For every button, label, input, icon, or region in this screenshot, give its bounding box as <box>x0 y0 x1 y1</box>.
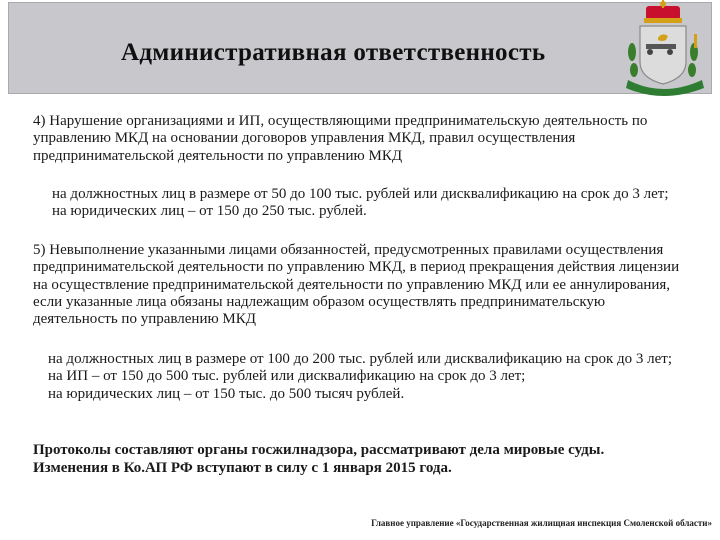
footer-organization: Главное управление «Государственная жилищная инспекция Смоленской области» <box>371 518 712 528</box>
conclusion-line: Изменения в Ко.АП РФ вступают в силу с 1 января 2015 года. <box>33 460 452 476</box>
item-4-line: управлению МКД на основании договоров управления МКД, правил осуществления <box>33 130 576 147</box>
penalty-4-text <box>52 186 669 221</box>
item-5-text <box>33 242 679 328</box>
penalty-5-line: на должностных лиц в размере от 100 до 200 тыс. рублей или дисквалификацию на срок до 3 лет; <box>48 351 672 367</box>
smolensk-coat-of-arms-icon <box>622 0 708 100</box>
penalty-5-line: на юридических лиц – от 150 тыс. до 500 тысяч рублей. <box>48 385 405 402</box>
slide-header <box>8 2 712 94</box>
slide-title: Административная ответственность <box>121 39 546 66</box>
item-5-line: деятельность по управлению МКД <box>33 311 257 328</box>
crown-icon <box>644 0 682 23</box>
item-5-line: предпринимательской деятельности по управлению МКД, в период прекращения действия лицензии <box>33 259 680 276</box>
penalty-5-text <box>48 351 672 403</box>
item-5-line: 5) Невыполнение указанными лицами обязанностей, предусмотренных правилами осуществления <box>33 242 664 258</box>
item-4-line: предпринимательской деятельности по управлению МКД <box>33 147 403 164</box>
penalty-5-line: на ИП – от 150 до 500 тыс. рублей или дисквалификацию на срок до 3 лет; <box>48 368 526 385</box>
penalty-4-line: на юридических лиц – от 150 до 250 тыс. рублей. <box>52 203 367 220</box>
item-4-line: 4) Нарушение организациями и ИП, осуществляющими предпринимательскую деятельность по <box>33 113 648 129</box>
conclusion-text <box>33 441 604 477</box>
penalty-4-line: на должностных лиц в размере от 50 до 100 тыс. рублей или дисквалификацию на срок до 3 лет; <box>52 186 669 202</box>
item-4-text <box>33 113 647 165</box>
conclusion-line: Протоколы составляют органы госжилнадзора, рассматривают дела мировые суды. <box>33 442 605 458</box>
item-5-line: если указанные лица обязаны надлежащим образом осуществлять предпринимательскую <box>33 293 606 310</box>
item-5-line: на осуществление предпринимательской деятельности по управлению МКД или ее аннулирования, <box>33 276 671 293</box>
